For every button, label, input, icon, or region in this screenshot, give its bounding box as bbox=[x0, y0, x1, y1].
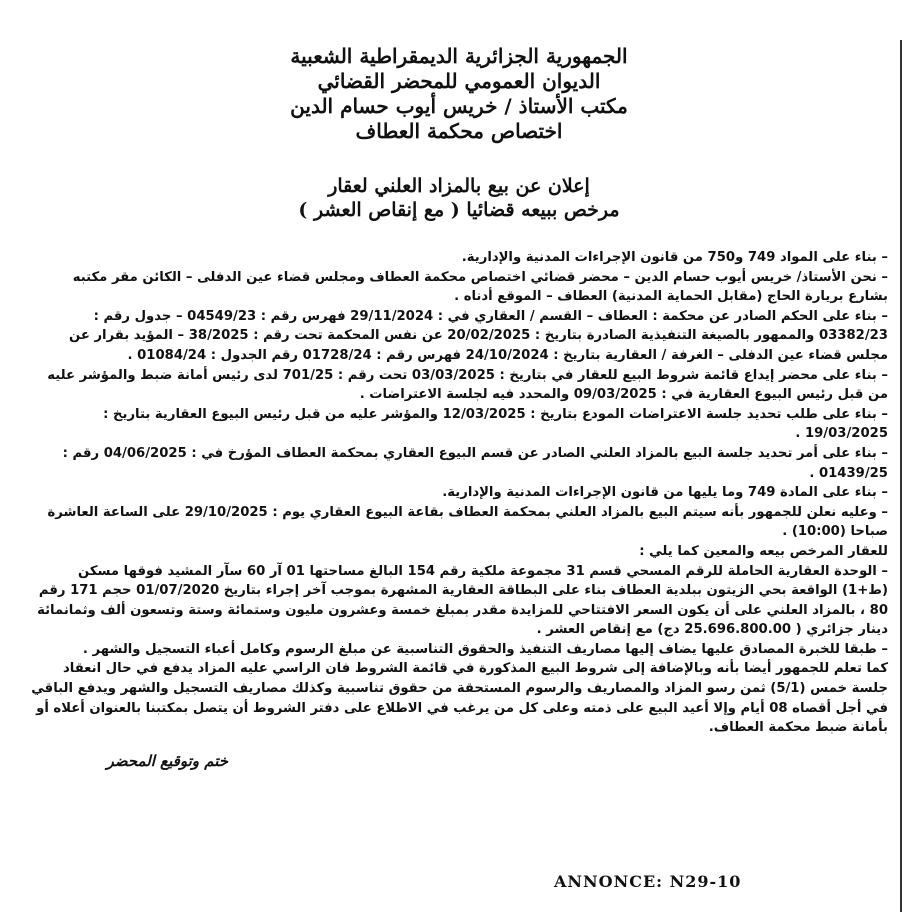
paragraph-deposit: – بناء على محضر إيداع قائمة شروط البيع للعقار في بتاريخ : 03/03/2025 تحت رقم : 701/25 لدى رئيس أمانة ضبط والمؤشر عليه من قبل رئيس البيوع العقارية في : 09/03/2025 والمحدد فيه لجلسة الاعتراضات . bbox=[47, 367, 888, 403]
announcement-body bbox=[30, 248, 888, 738]
paragraph-judgment: – بناء على الحكم الصادر عن محكمة : العطاف – القسم / العقاري في : 29/11/2024 فهرس رقم : 04549/23 – جدول رقم : 03382/23 والممهور بالصيغة التنفيذية الصادرة بتاريخ : 20/02/2025 عن نفس المحكمة تحت رقم : 38/2025 – المؤيد بقرار عن مجلس قضاء عين الدفلى – الغرفة / العقارية بتاريخ : 24/10/2024 فهرس رقم : 01728/24 رقم الجدول : 01084/24 . bbox=[68, 308, 888, 363]
annonce-number: ANNONCE: N29-10 bbox=[554, 872, 742, 891]
paragraph-objections: – بناء على طلب تحديد جلسة الاعتراضات المودع بتاريخ : 12/03/2025 والمؤشر عليه من قبل رئيس البيوع العقارية بتاريخ : 19/03/2025 . bbox=[103, 406, 888, 442]
header-bailiff: مكتب الأستاذ / خريس أيوب حسام الدين bbox=[290, 94, 628, 118]
signature-stamp: ختم وتوقيع المحضر bbox=[106, 751, 228, 770]
paragraph-conditions: كما تعلم للجمهور أيضا بأنه وبالإضافة إلى شروط البيع المذكورة في قائمة الشروط فان الراسي عليه المزاد يدفع في حال انعقاد جلسة خمس (5/1) ثمن رسو المزاد والمصاريف والرسوم المستحقة من حقوق تناسبية وكذلك مصاريف التسجيل والشهر ويدفع الباقي في أجل أقصاه 08 أيام وإلا أعيد البيع على ذمته وعلى كل من يرغب في الاطلاع على دفتر الشروط أن يتصل بمكتبنا بالعنوان أعلاه أو بأمانة ضبط محكمة العطاف. bbox=[31, 661, 888, 736]
paragraph-legal-basis: – بناء على المواد 749 و750 من قانون الإجراءات المدنية والإدارية. bbox=[461, 250, 888, 265]
header-republic: الجمهورية الجزائرية الديمقراطية الشعبية bbox=[290, 44, 628, 68]
title-line-2: مرخص ببيعه قضائيا ( مع إنقاص العشر ) bbox=[298, 199, 620, 221]
paragraph-property-intro: للعقار المرخص بيعه والمعين كما يلي : bbox=[639, 543, 888, 559]
paragraph-property: – الوحدة العقارية الحاملة للرقم المسحي قسم 31 مجموعة ملكية رقم 154 البالغ مساحتها 01 آر 60 سآر المشيد فوقها مسكن (ط+1) الواقعة بحي الزيتون ببلدية العطاف بناء على البطاقة العقارية المشهرة بموجب آخر إجراء بتاريخ 01/07/2020 حجم 171 رقم 80 ، بالمزاد العلني على أن يكون السعر الافتتاحي للمزايدة مقدر بمبلغ خمسة وعشرون مليون وستمائة وستة وتسعون ألف وثمانمائة دينار جزائري ( 25.696.800.00 دج) مع إنقاص العشر . bbox=[37, 563, 888, 638]
document bbox=[30, 44, 888, 770]
paragraph-sale-date: – وعليه نعلن للجمهور بأنه سيتم البيع بالمزاد العلني بمحكمة العطاف بقاعة البيوع العقاري يوم : 29/10/2025 على الساعة العاشرة صباحا (10:00) . bbox=[47, 504, 888, 540]
paragraph-article: – بناء على المادة 749 وما يليها من قانون الإجراءات المدنية والإدارية. bbox=[442, 485, 888, 501]
paragraph-sale-order: – بناء على أمر تحديد جلسة البيع بالمزاد العلني الصادر عن قسم البيوع العقاري بمحكمة العطاف المؤرخ في : 04/06/2025 رقم : 01439/25 . bbox=[62, 445, 888, 481]
document-header bbox=[30, 44, 888, 144]
title-line-1: إعلان عن بيع بالمزاد العلني لعقار bbox=[328, 175, 590, 197]
announcement-title bbox=[30, 174, 888, 222]
header-jurisdiction: اختصاص محكمة العطاف bbox=[355, 119, 563, 143]
paragraph-bailiff: – نحن الأستاذ/ خريس أيوب حسام الدين – محضر قضائي اختصاص محكمة العطاف ومجلس قضاء عين الدفلى – الكائن مقر مكتبه بشارع بريارة الحاج (مقابل الحماية المدنية) العطاف – الموقع أدناه . bbox=[72, 269, 888, 305]
header-office: الديوان العمومي للمحضر القضائي bbox=[317, 69, 601, 93]
paragraph-fees: – طبقا للخبرة المصادق عليها يضاف إليها مصاريف التنفيذ والحقوق التناسبية عن مبلغ الرسوم وكامل أعباء التسجيل والشهر . bbox=[82, 641, 888, 657]
